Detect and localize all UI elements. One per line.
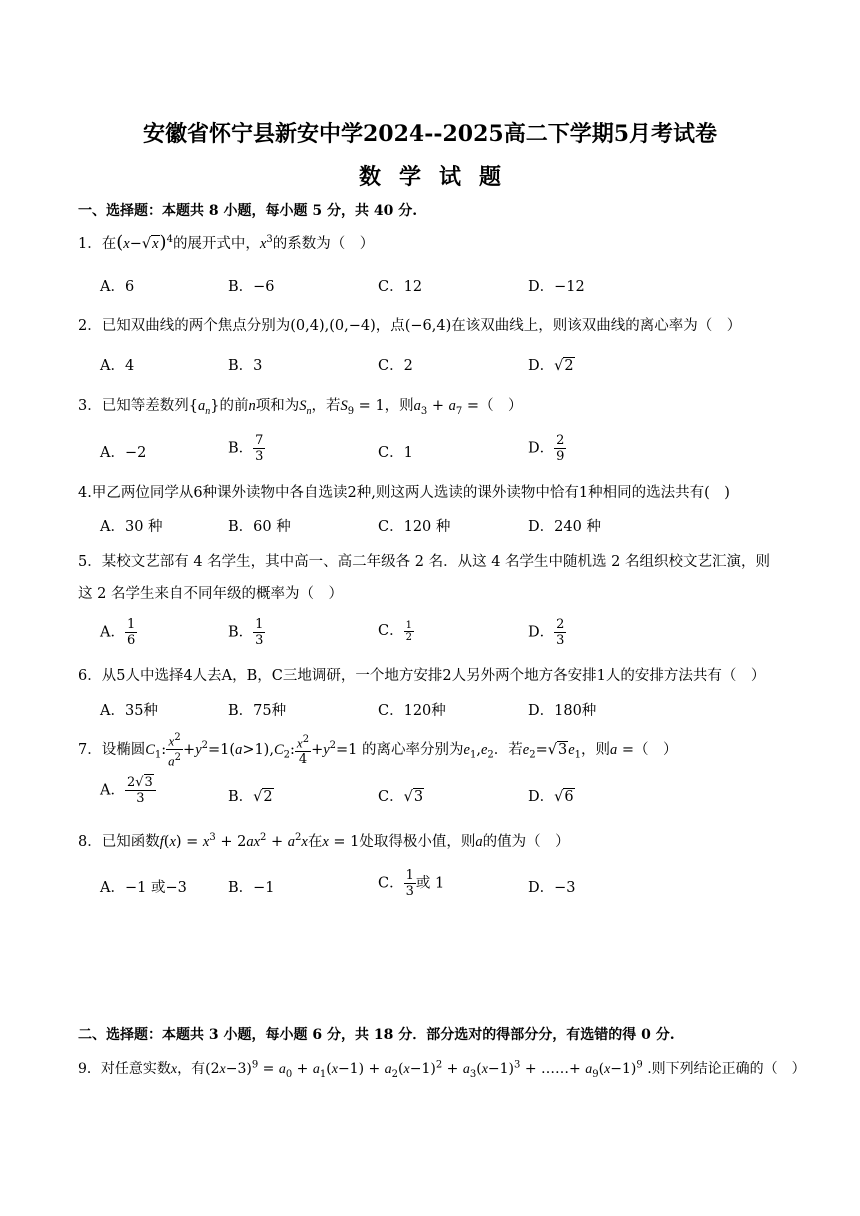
q4-option-a: A．30 种 <box>100 519 163 535</box>
q1-option-a: A．6 <box>100 279 135 295</box>
q8-option-a: A．−1 或−3 <box>100 880 187 896</box>
q5-option-c: C． $\frac{1}{2}$ <box>378 619 412 643</box>
page-title: 安徽省怀宁县新安中学2024--2025高二下学期5月考试卷 <box>142 121 718 147</box>
question-1: 1．在$(x-√x)^4$的展开式中，$x^3$的系数为（ ） <box>78 232 375 253</box>
section-1-heading: 一、选择题：本题共 8 小题，每小题 5 分，共 40 分. <box>78 203 418 219</box>
q3-option-d: D． $\frac{2}{9}$ <box>528 433 565 464</box>
question-3: 3．已知等差数列$\{a_n\}$的前n项和为$S_n$，若$S_9 = 1$，则$a_3 + a_7$ =（ ） <box>78 398 523 417</box>
question-9: 9．对任意实数x，有$(2x-3)^9 = a_0 + a_1(x-1) + a_2(x-1)^2 + a_3(x-1)^3$ + ……+ $a_9(x-1)^9$ .则下列结论正确的（ ） <box>78 1059 806 1080</box>
q8-option-b: B．−1 <box>228 880 275 896</box>
q6-option-b: B．75种 <box>228 703 287 719</box>
q7-option-d: D．√6 <box>528 789 574 805</box>
q2-option-d: D．√2 <box>528 358 574 374</box>
q4-option-c: C．120 种 <box>378 519 451 535</box>
q6-option-c: C．120种 <box>378 703 446 719</box>
q7-option-c: C．√3 <box>378 789 424 805</box>
q3-option-a: A．−2 <box>100 445 147 461</box>
q6-option-d: D．180种 <box>528 703 597 719</box>
q5-option-b: B． $\frac{1}{3}$ <box>228 617 264 648</box>
question-2: 2．已知双曲线的两个焦点分别为(0,4),(0,−4)，点(−6,4)在该双曲线上，则该双曲线的离心率为（ ） <box>78 318 742 334</box>
q3-option-c: C．1 <box>378 445 413 461</box>
section-2-heading: 二、选择题：本题共 3 小题，每小题 6 分，共 18 分．部分选对的得部分分，有选错的得 0 分. <box>78 1027 675 1043</box>
q7-option-b: B．√2 <box>228 789 273 805</box>
q1-option-b: B．−6 <box>228 279 275 295</box>
q2-option-c: C．2 <box>378 358 413 374</box>
question-4: 4.甲乙两位同学从6种课外读物中各自选读2种,则这两人选读的课外读物中恰有1种相同的选法共有( ) <box>78 485 730 501</box>
question-8: 8．已知函数$f(x) = x^3 + 2ax^2 + a^2x$在x = 1处取得极小值，则a的值为（ ） <box>78 832 570 850</box>
q7-option-a: A． $\frac{2√3}{3}$ <box>100 775 156 806</box>
q5-option-a: A． $\frac{1}{6}$ <box>100 617 136 648</box>
page-subtitle: 数学试题 <box>358 164 519 190</box>
question-5-line-2: 这 2 名学生来自不同年级的概率为（ ） <box>78 586 343 602</box>
q1-option-c: C．12 <box>378 279 423 295</box>
q1-option-d: D．−12 <box>528 279 585 295</box>
question-6: 6．从5人中选择4人去A，B，C三地调研，一个地方安排2人另外两个地方各安排1人的安排方法共有（ ） <box>78 668 766 684</box>
question-5-line-1: 5．某校文艺部有 4 名学生，其中高一、高二年级各 2 名．从这 4 名学生中随机选 2 名组织校文艺汇演，则 <box>78 554 770 570</box>
q2-option-b: B．3 <box>228 358 263 374</box>
q4-option-d: D．240 种 <box>528 519 601 535</box>
q8-option-d: D．−3 <box>528 880 576 896</box>
q4-option-b: B．60 种 <box>228 519 291 535</box>
q5-option-d: D． $\frac{2}{3}$ <box>528 617 565 648</box>
question-7: 7．设椭圆$C_1$: $\frac{x^2}{a^2}$ $+y^2=1(a>1),C_2$: $\frac{x^2}{4}$ $+y^2=1$ 的离心率分别为$e_1,e_2$．若$e_2=√3e_1$，则a =（ ） <box>78 732 678 769</box>
q2-option-a: A．4 <box>100 358 135 374</box>
q8-option-c: C． $\frac{1}{3}$ 或 1 <box>378 868 445 899</box>
q3-option-b: B． $\frac{7}{3}$ <box>228 433 264 464</box>
q6-option-a: A．35种 <box>100 703 158 719</box>
